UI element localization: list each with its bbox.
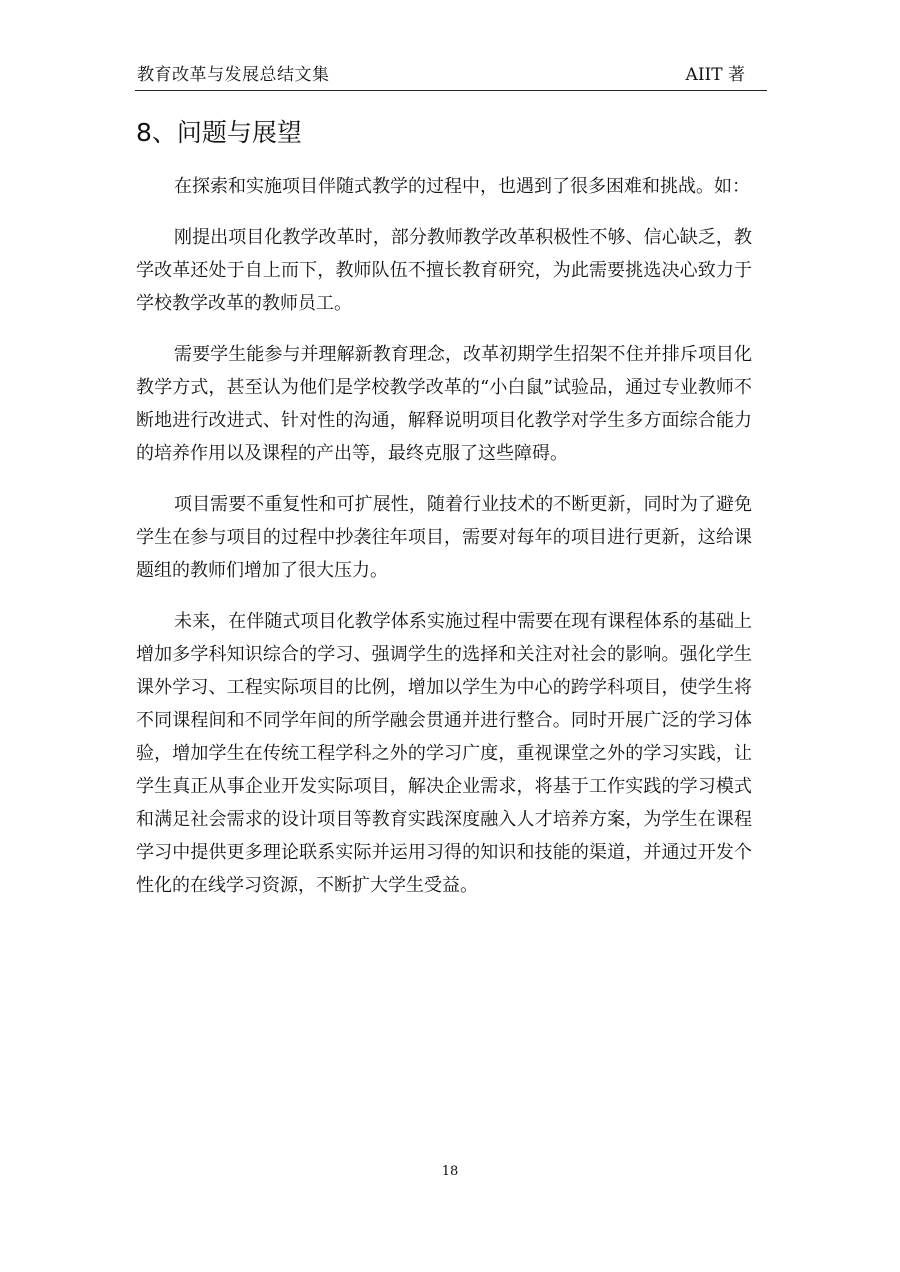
paragraph-intro: 在探索和实施项目伴随式教学的过程中，也遇到了很多困难和挑战。如： (174, 176, 750, 197)
paragraph-students: 需要学生能参与并理解新教育理念，改革初期学生招架不住并排斥项目化教学方式，甚至认为他们是学校教学改革的“小白鼠”试验品，通过专业教师不断地进行改进式、针对性的沟通，解释说明项目化教学对学生多方面综合能力的培养作用以及课程的产出等，最终克服了这些障碍。 (136, 344, 752, 464)
paragraph-projects: 项目需要不重复性和可扩展性，随着行业技术的不断更新，同时为了避免学生在参与项目的过程中抄袭往年项目，需要对每年的项目进行更新，这给课题组的教师们增加了很大压力。 (136, 494, 752, 581)
author: AIIT 著 (685, 65, 745, 85)
body-text (136, 170, 752, 920)
page-number: 18 (441, 1164, 459, 1179)
paragraph-teachers: 刚提出项目化教学改革时，部分教师教学改革积极性不够、信心缺乏，教学改革还处于自上而下，教师队伍不擅长教育研究，为此需要挑选决心致力于学校教学改革的教师员工。 (136, 227, 752, 314)
section-title: 8、问题与展望 (136, 118, 302, 147)
book-title: 教育改革与发展总结文集 (137, 65, 330, 85)
page-header (135, 62, 767, 91)
paragraph-future: 未来，在伴随式项目化教学体系实施过程中需要在现有课程体系的基础上增加多学科知识综合的学习、强调学生的选择和关注对社会的影响。强化学生课外学习、工程实际项目的比例，增加以学生为中心的跨学科项目，使学生将不同课程间和不同学年间的所学融会贯通并进行整合。同时开展广泛的学习体验，增加学生在传统工程学科之外的学习广度，重视课堂之外的学习实践，让学生真正从事企业开发实际项目，解决企业需求，将基于工作实践的学习模式和满足社会需求的设计项目等教育实践深度融入人才培养方案，为学生在课程学习中提供更多理论联系实际并运用习得的知识和技能的渠道，并通过开发个性化的在线学习资源，不断扩大学生受益。 (136, 611, 752, 896)
